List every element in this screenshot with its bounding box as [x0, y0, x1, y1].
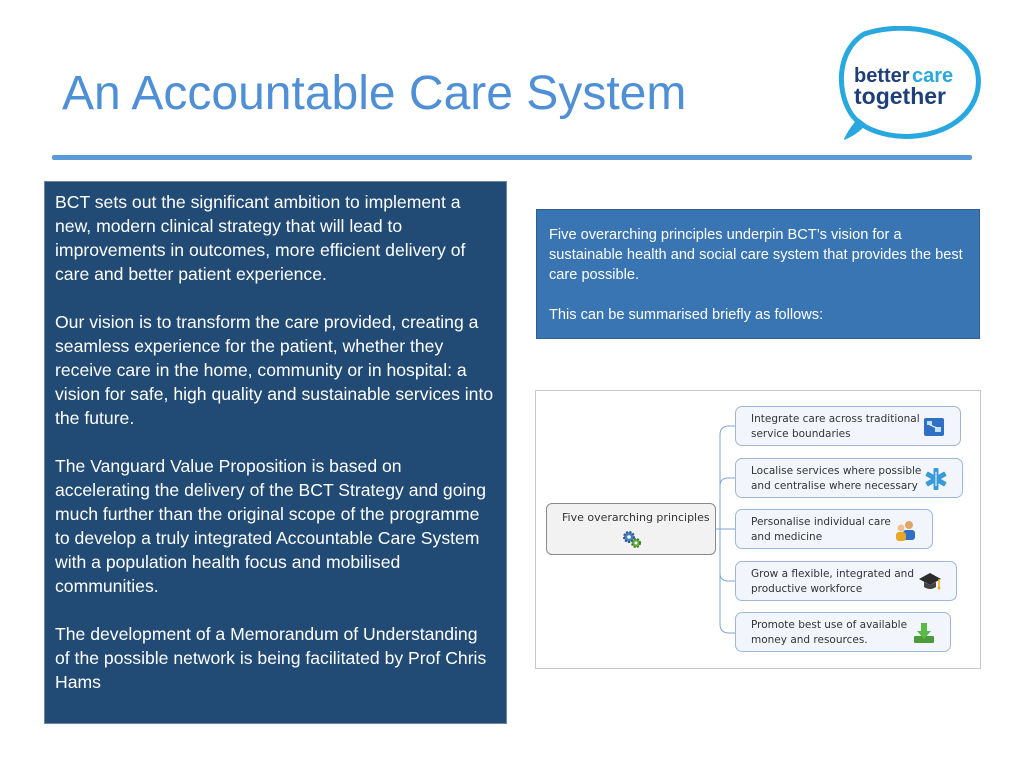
paragraph-vanguard: The Vanguard Value Proposition is based on accelerating the delivery of the BCT Strategy and going much further than the original scope of the programme to develop a truly integrated Accountable Care System with a population health focus and mobilised communities. — [55, 456, 486, 596]
graduation-cap-icon — [918, 570, 942, 594]
principles-mindmap — [535, 390, 981, 669]
branch-label-line1: Integrate care across traditional — [751, 413, 920, 425]
branch-label-line1: Personalise individual care — [751, 516, 891, 528]
principles-intro-box — [536, 209, 980, 339]
branch-personalise-care — [735, 509, 933, 549]
logo-text-together: together — [854, 83, 946, 109]
better-care-together-logo — [836, 26, 982, 142]
paragraph-ambition: BCT sets out the significant ambition to implement a new, modern clinical strategy that will lead to improvements in outcomes, more efficient delivery of care and better patient experience. — [55, 192, 466, 284]
logo-text-care: care — [912, 65, 954, 87]
central-node-label: Five overarching principles — [562, 511, 710, 524]
people-icon — [894, 518, 918, 542]
slide-title: An Accountable Care System — [62, 67, 687, 120]
branch-label-line2: money and resources. — [751, 634, 868, 646]
medical-star-icon — [924, 467, 948, 491]
logo-text-better: better — [854, 65, 910, 87]
network-icon — [922, 415, 946, 439]
branch-label-line2: and medicine — [751, 531, 823, 543]
download-tray-icon — [912, 621, 936, 645]
branch-label-line2: and centralise where necessary — [751, 480, 918, 492]
intro-paragraph: Five overarching principles underpin BCT’s vision for a sustainable health and social care system that provides the best care possible. — [549, 227, 963, 283]
branch-label-line1: Localise services where possible — [751, 465, 922, 477]
paragraph-vision: Our vision is to transform the care provided, creating a seamless experience for the patient, whether they receive care in the home, community or in hospital: a vision for safe, high quality and sustainable services into the future. — [55, 312, 494, 428]
branch-integrate-care — [735, 406, 961, 446]
branch-label-line2: productive workforce — [751, 583, 863, 595]
branch-label-line2: service boundaries — [751, 428, 851, 440]
title-divider — [52, 155, 972, 160]
central-node — [546, 503, 716, 555]
branch-localise-services — [735, 458, 963, 498]
branch-grow-workforce — [735, 561, 957, 601]
branch-label-line1: Grow a flexible, integrated and — [751, 568, 914, 580]
paragraph-memorandum: The development of a Memorandum of Understanding of the possible network is being facilitated by Prof Chris Hams — [55, 624, 487, 692]
gears-icon — [621, 528, 643, 550]
branch-label-line1: Promote best use of available — [751, 619, 908, 631]
summary-paragraph: This can be summarised briefly as follows: — [549, 307, 824, 323]
branch-promote-resources — [735, 612, 951, 652]
vision-text-panel — [44, 181, 507, 724]
